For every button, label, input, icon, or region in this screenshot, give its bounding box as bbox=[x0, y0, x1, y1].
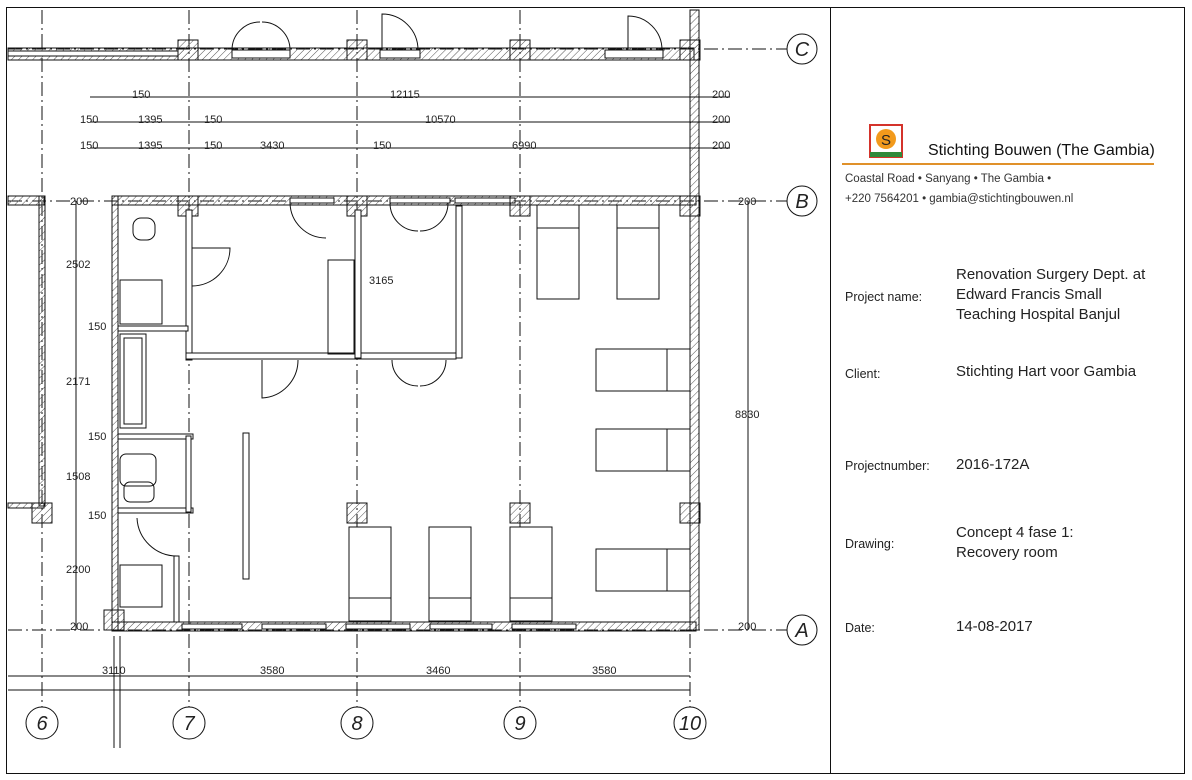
date-label: Date: bbox=[845, 621, 875, 635]
drawing-value: Concept 4 fase 1: Recovery room bbox=[956, 524, 1074, 561]
dim-left-b: 2502 bbox=[66, 259, 91, 271]
project-label: Project name: bbox=[845, 290, 923, 304]
projectnumber-value: 2016-172A bbox=[956, 456, 1030, 473]
dim-left-c: 150 bbox=[88, 321, 107, 333]
grid-label-7: 7 bbox=[183, 713, 195, 735]
dim-top2-a: 150 bbox=[80, 114, 99, 126]
dim-bottom-b: 3580 bbox=[260, 665, 285, 677]
dim-top1-c: 200 bbox=[712, 89, 731, 101]
grid-label-b: B bbox=[795, 191, 809, 213]
dim-inner: 3165 bbox=[369, 275, 394, 287]
dim-left-d: 2171 bbox=[66, 376, 91, 388]
door-swings-top bbox=[232, 14, 662, 50]
dim-top3-c: 150 bbox=[204, 140, 223, 152]
dim-top1-a: 150 bbox=[132, 89, 151, 101]
dim-bottom-c: 3460 bbox=[426, 665, 451, 677]
dim-top3-g: 200 bbox=[712, 140, 731, 152]
client-label: Client: bbox=[845, 367, 881, 381]
svg-text:S: S bbox=[880, 132, 892, 149]
grid-label-c: C bbox=[794, 39, 810, 61]
bathroom-fixtures bbox=[120, 218, 354, 607]
dim-right-a: 200 bbox=[738, 196, 757, 208]
dim-top3-d: 3430 bbox=[260, 140, 285, 152]
dim-left-a: 200 bbox=[70, 196, 89, 208]
dim-top3-b: 1395 bbox=[138, 140, 163, 152]
dim-left-h: 2200 bbox=[66, 564, 91, 576]
dim-top3-f: 6990 bbox=[512, 140, 537, 152]
dim-top3-a: 150 bbox=[80, 140, 99, 152]
dimension-lines bbox=[8, 97, 748, 748]
grid-label-a: A bbox=[795, 620, 809, 642]
dim-right-b: 8830 bbox=[735, 409, 760, 421]
company-name: Stichting Bouwen (The Gambia) bbox=[928, 142, 1155, 159]
dim-top2-e: 200 bbox=[712, 114, 731, 126]
grid-label-8: 8 bbox=[351, 713, 363, 735]
dim-top1-b: 12115 bbox=[390, 89, 420, 101]
drawing-label: Drawing: bbox=[845, 537, 895, 551]
dim-left-f: 1508 bbox=[66, 471, 91, 483]
company-address: Coastal Road • Sanyang • The Gambia • bbox=[845, 173, 1052, 185]
company-logo-icon bbox=[869, 124, 903, 158]
company-contact: +220 7564201 • gambia@stichtingbouwen.nl bbox=[845, 193, 1074, 205]
title-block bbox=[831, 8, 1184, 773]
dim-bottom-a: 3110 bbox=[102, 665, 126, 677]
dim-bottom-d: 3580 bbox=[592, 665, 617, 677]
dim-left-g: 150 bbox=[88, 510, 107, 522]
project-value: Renovation Surgery Dept. at Edward Francis Small Teaching Hospital Banjul bbox=[956, 266, 1146, 323]
date-value: 14-08-2017 bbox=[956, 618, 1033, 635]
dim-left-i: 200 bbox=[70, 621, 89, 633]
client-value: Stichting Hart voor Gambia bbox=[956, 363, 1137, 380]
dim-top2-b: 1395 bbox=[138, 114, 163, 126]
dim-top2-d: 10570 bbox=[425, 114, 456, 126]
dim-left-e: 150 bbox=[88, 431, 107, 443]
dim-top2-c: 150 bbox=[204, 114, 223, 126]
dim-top3-e: 150 bbox=[373, 140, 392, 152]
grid-label-6: 6 bbox=[36, 713, 48, 735]
grid-label-9: 9 bbox=[514, 713, 526, 735]
interior-partitions bbox=[118, 206, 462, 622]
projectnumber-label: Projectnumber: bbox=[845, 459, 930, 473]
grid-label-10: 10 bbox=[678, 713, 702, 735]
dim-right-c: 200 bbox=[738, 621, 757, 633]
company-rule bbox=[842, 163, 1154, 165]
